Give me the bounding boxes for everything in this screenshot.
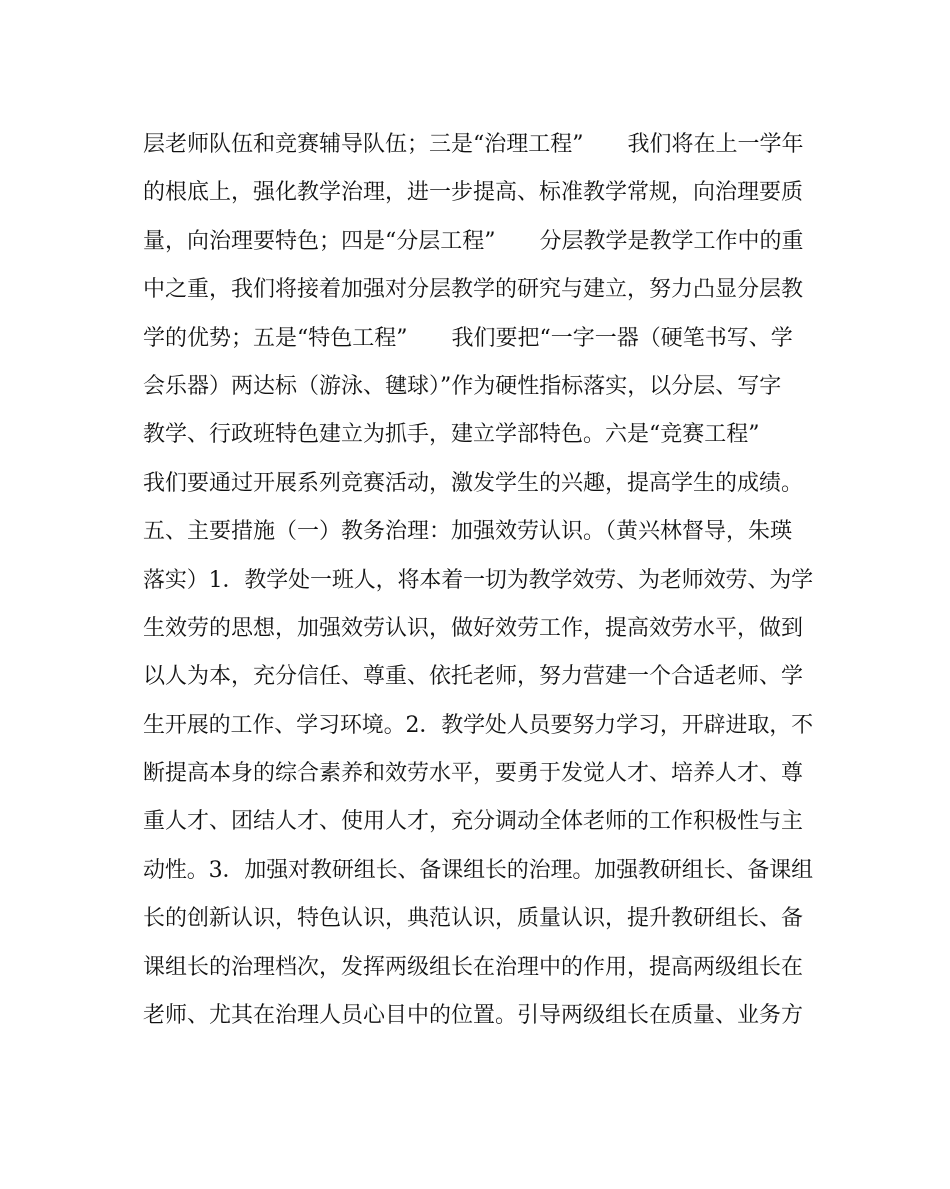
text-line: 会乐器）两达标（游泳、毽球）”作为硬性指标落实，以分层、写字 <box>143 373 782 399</box>
text-line: 落实）1．教学处一班人，将本着一切为教学效劳、为老师效劳、为学 <box>143 567 813 593</box>
text-line: 以人为本，充分信任、尊重、依托老师，努力营建一个合适老师、学 <box>143 664 804 690</box>
text-line: 生开展的工作、学习环境。2．教学处人员要努力学习，开辟进取，不 <box>143 712 813 738</box>
text-line: 长的创新认识，特色认识，典范认识，质量认识，提升教研组长、备 <box>143 906 804 932</box>
text-line: 教学、行政班特色建立为抓手，建立学部特色。六是“竞赛工程” <box>143 422 760 448</box>
text-line: 的根底上，强化教学治理，进一步提高、标准教学常规，向治理要质 <box>143 180 804 206</box>
text-line: 断提高本身的综合素养和效劳水平，要勇于发觉人才、培养人才、尊 <box>143 761 804 787</box>
document-body <box>143 121 813 1040</box>
text-line: 重人才、团结人才、使用人才，充分调动全体老师的工作积极性与主 <box>143 809 804 835</box>
text-line: 课组长的治理档次，发挥两级组长在治理中的作用，提高两级组长在 <box>143 954 804 980</box>
text-line: 生效劳的思想，加强效劳认识，做好效劳工作，提高效劳水平，做到 <box>143 615 804 641</box>
text-line: 量，向治理要特色；四是“分层工程” 分层教学是教学工作中的重 <box>143 228 804 254</box>
text-line: 中之重，我们将接着加强对分层教学的研究与建立，努力凸显分层教 <box>143 277 804 303</box>
text-line: 五、主要措施（一）教务治理：加强效劳认识。（黄兴林督导，朱瑛 <box>143 519 793 545</box>
text-line: 我们要通过开展系列竞赛活动，激发学生的兴趣，提高学生的成绩。 <box>143 470 804 496</box>
text-line: 动性。3．加强对教研组长、备课组长的治理。加强教研组长、备课组 <box>143 857 813 883</box>
text-line: 层老师队伍和竞赛辅导队伍；三是“治理工程” 我们将在上一学年 <box>143 132 804 157</box>
text-line: 学的优势；五是“特色工程” 我们要把“一字一器（硬笔书写、学 <box>143 325 793 351</box>
text-line: 老师、尤其在治理人员心目中的位置。引导两级组长在质量、业务方 <box>143 1003 804 1029</box>
